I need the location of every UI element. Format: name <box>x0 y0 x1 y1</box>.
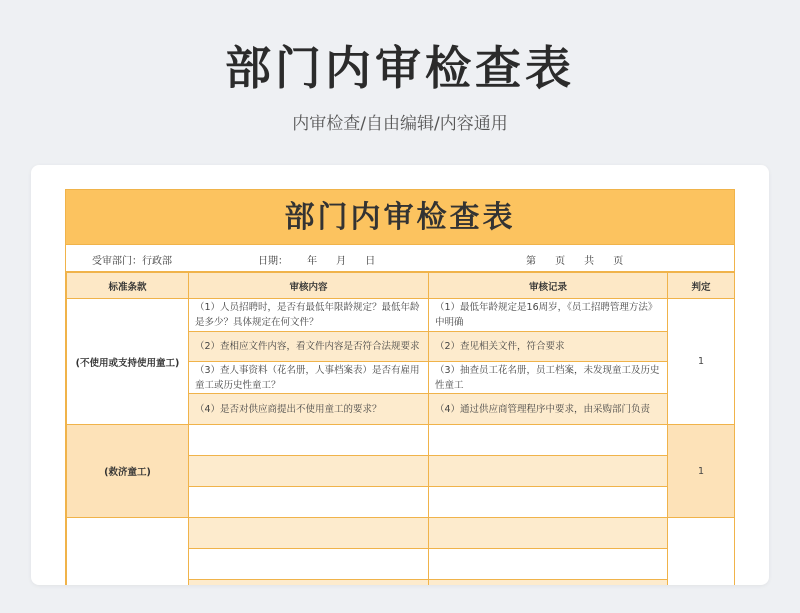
audit-content-cell[interactable] <box>189 487 429 518</box>
audit-record-cell[interactable] <box>429 549 668 580</box>
audit-record-cell[interactable] <box>429 580 668 586</box>
standard-clause: (救济童工) <box>67 425 189 518</box>
audit-content-cell[interactable]: （2）查相应文件内容，看文件内容是否符合法规要求 <box>189 332 429 362</box>
verdict-cell[interactable]: 1 <box>668 299 735 425</box>
audit-content-cell[interactable] <box>189 425 429 456</box>
audit-record-cell[interactable]: （1）最低年龄规定是16周岁，《员工招聘管理方法》中明确 <box>429 299 668 332</box>
audit-record-cell[interactable]: （4）通过供应商管理程序中要求，由采购部门负责 <box>429 394 668 425</box>
column-header: 审核内容 <box>189 273 429 299</box>
audit-content-cell[interactable] <box>189 580 429 586</box>
page-title: 部门内审检查表 <box>225 41 575 95</box>
audit-content-cell[interactable] <box>189 456 429 487</box>
table-row <box>67 518 735 549</box>
verdict-cell[interactable]: 1 <box>668 425 735 518</box>
audit-content-cell[interactable] <box>189 518 429 549</box>
audit-record-cell[interactable] <box>429 456 668 487</box>
audit-record-cell[interactable]: （3）抽查员工花名册，员工档案，未发现童工及历史性童工 <box>429 362 668 394</box>
info-row <box>66 245 734 272</box>
audit-content-cell[interactable]: （1）人员招聘时，是否有最低年限龄规定？最低年龄是多少？具体规定在何文件？ <box>189 299 429 332</box>
audited-department: 受审部门：行政部 <box>92 256 172 267</box>
column-header: 标准条款 <box>67 273 189 299</box>
audit-table <box>66 272 735 585</box>
audit-content-cell[interactable] <box>189 549 429 580</box>
table-header-row <box>67 273 735 299</box>
date-field: 日期： 年 月 日 <box>258 256 376 267</box>
standard-clause: (不使用或支持使用童工) <box>67 299 189 425</box>
audit-content-cell[interactable]: （4）是否对供应商提出不使用童工的要求？ <box>189 394 429 425</box>
audit-record-cell[interactable] <box>429 487 668 518</box>
audit-record-cell[interactable] <box>429 518 668 549</box>
audit-record-cell[interactable]: （2）查见相关文件，符合要求 <box>429 332 668 362</box>
audit-content-cell[interactable]: （3）查人事资料（花名册，人事档案表）是否有雇用童工或历史性童工？ <box>189 362 429 394</box>
table-row <box>67 299 735 332</box>
sheet-title: 部门内审检查表 <box>66 190 734 245</box>
standard-clause <box>67 518 189 586</box>
page-subtitle: 内审检查/自由编辑/内容通用 <box>292 114 508 134</box>
preview-card <box>31 165 769 585</box>
column-header: 审核记录 <box>429 273 668 299</box>
page-counter: 第 页 共 页 <box>526 256 624 267</box>
table-row <box>67 425 735 456</box>
column-header: 判定 <box>668 273 735 299</box>
audit-sheet <box>65 189 735 585</box>
verdict-cell[interactable] <box>668 518 735 586</box>
audit-record-cell[interactable] <box>429 425 668 456</box>
